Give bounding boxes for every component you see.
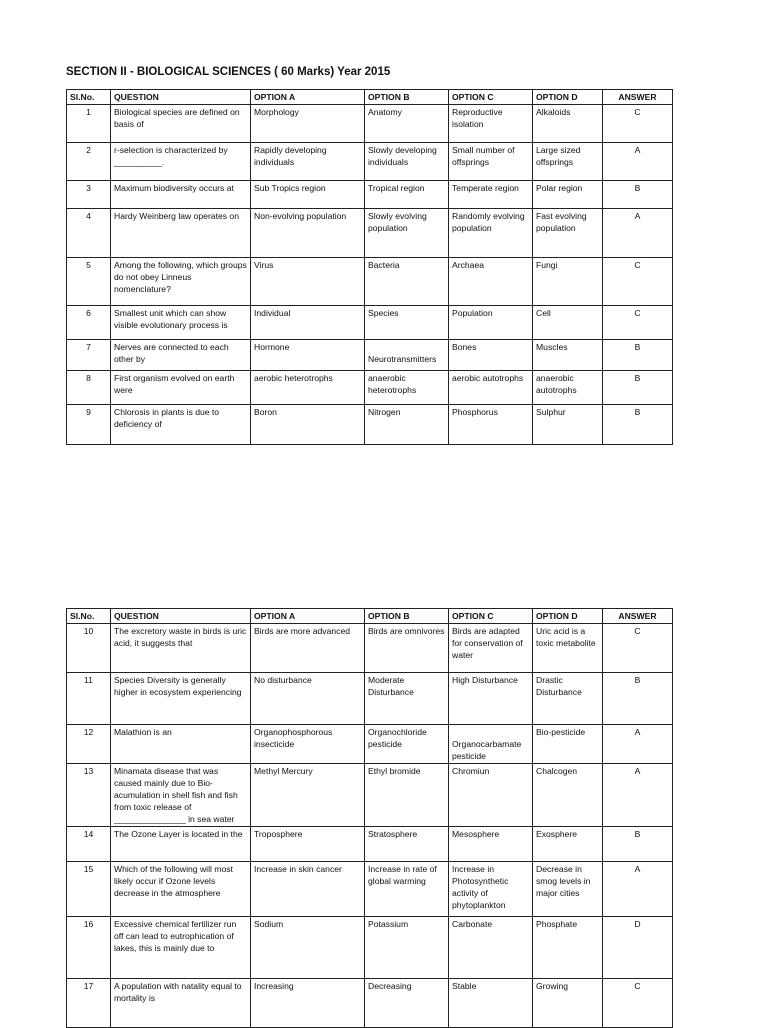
header-option-a: OPTION A [251, 90, 365, 105]
question-text: A population with natality equal to mortality is [111, 979, 251, 1028]
option-c: Increase in Photosynthetic activity of phytoplankton [449, 862, 533, 917]
serial-number: 17 [67, 979, 111, 1028]
table-row [67, 258, 673, 306]
table-row [67, 143, 673, 181]
section-title: SECTION II - BIOLOGICAL SCIENCES ( 60 Marks) Year 2015 [66, 66, 391, 78]
option-b: Neurotransmitters [365, 340, 449, 371]
serial-number: 6 [67, 306, 111, 340]
table-row [67, 725, 673, 764]
option-d: Chalcogen [533, 764, 603, 827]
question-text: Maximum biodiversity occurs at [111, 181, 251, 209]
question-text: Malathion is an [111, 725, 251, 764]
answer: A [603, 143, 673, 181]
option-b: Bacteria [365, 258, 449, 306]
serial-number: 16 [67, 917, 111, 979]
header-option-c: OPTION C [449, 90, 533, 105]
option-c: Organocarbamate pesticide [449, 725, 533, 764]
question-text: Chlorosis in plants is due to deficiency of [111, 405, 251, 445]
table-row [67, 764, 673, 827]
serial-number: 4 [67, 209, 111, 258]
table-row [67, 624, 673, 673]
option-d: Decrease in smog levels in major cities [533, 862, 603, 917]
header-answer: ANSWER [603, 609, 673, 624]
option-c: Carbonate [449, 917, 533, 979]
serial-number: 15 [67, 862, 111, 917]
option-d: Uric acid is a toxic metabolite [533, 624, 603, 673]
table-row [67, 979, 673, 1028]
header-row [67, 609, 673, 624]
option-b: Anatomy [365, 105, 449, 143]
question-text: Excessive chemical fertilizer run off can lead to eutrophication of lakes, this is mainly due to [111, 917, 251, 979]
option-c: High Disturbance [449, 673, 533, 725]
option-b: Slowly evolving population [365, 209, 449, 258]
answer: B [603, 340, 673, 371]
option-c: Archaea [449, 258, 533, 306]
option-a: Rapidly developing individuals [251, 143, 365, 181]
serial-number: 3 [67, 181, 111, 209]
option-c: Randomly evolving population [449, 209, 533, 258]
option-d: Drastic Disturbance [533, 673, 603, 725]
header-option-b: OPTION B [365, 90, 449, 105]
table-row [67, 105, 673, 143]
header-row [67, 90, 673, 105]
header-option-d: OPTION D [533, 609, 603, 624]
option-a: Increase in skin cancer [251, 862, 365, 917]
option-c: aerobic autotrophs [449, 371, 533, 405]
option-b: Birds are omnivores [365, 624, 449, 673]
answer: B [603, 405, 673, 445]
serial-number: 13 [67, 764, 111, 827]
answer: C [603, 258, 673, 306]
option-d: Muscles [533, 340, 603, 371]
option-c: Population [449, 306, 533, 340]
answer: B [603, 181, 673, 209]
header-serial-number: Sl.No. [67, 90, 111, 105]
question-text: Minamata disease that was caused mainly due to Bio-acumulation in shell fish and fish from toxic release of _______________ in sea water [111, 764, 251, 827]
option-c: Small number of offsprings [449, 143, 533, 181]
header-question: QUESTION [111, 609, 251, 624]
option-b: Increase in rate of global warming [365, 862, 449, 917]
answer: B [603, 827, 673, 862]
answer: A [603, 862, 673, 917]
serial-number: 2 [67, 143, 111, 181]
question-text: First organism evolved on earth were [111, 371, 251, 405]
option-a: Boron [251, 405, 365, 445]
option-a: Methyl Mercury [251, 764, 365, 827]
option-c: Mesosphere [449, 827, 533, 862]
serial-number: 9 [67, 405, 111, 445]
answer: C [603, 624, 673, 673]
option-c: Birds are adapted for conservation of water [449, 624, 533, 673]
table-row [67, 405, 673, 445]
serial-number: 14 [67, 827, 111, 862]
answer: A [603, 209, 673, 258]
header-option-c: OPTION C [449, 609, 533, 624]
header-serial-number: Sl.No. [67, 609, 111, 624]
question-text: Among the following, which groups do not obey Linneus nomenclature? [111, 258, 251, 306]
serial-number: 10 [67, 624, 111, 673]
option-d: Bio-pesticide [533, 725, 603, 764]
option-b: Slowly developing individuals [365, 143, 449, 181]
option-b: Stratosphere [365, 827, 449, 862]
option-c: Bones [449, 340, 533, 371]
option-b: Moderate Disturbance [365, 673, 449, 725]
question-text: Species Diversity is generally higher in ecosystem experiencing [111, 673, 251, 725]
option-d: Alkaloids [533, 105, 603, 143]
question-text: Biological species are defined on basis of [111, 105, 251, 143]
option-a: Sub Tropics region [251, 181, 365, 209]
question-text: Which of the following will most likely occur if Ozone levels decrease in the atmosphere [111, 862, 251, 917]
option-c: Phosphorus [449, 405, 533, 445]
option-a: Increasing [251, 979, 365, 1028]
answer: C [603, 105, 673, 143]
option-b: Tropical region [365, 181, 449, 209]
header-option-d: OPTION D [533, 90, 603, 105]
option-d: Cell [533, 306, 603, 340]
table-row [67, 862, 673, 917]
serial-number: 1 [67, 105, 111, 143]
table-row [67, 209, 673, 258]
option-a: aerobic heterotrophs [251, 371, 365, 405]
answer: D [603, 917, 673, 979]
answer: C [603, 306, 673, 340]
option-b: anaerobic heterotrophs [365, 371, 449, 405]
option-d: Sulphur [533, 405, 603, 445]
option-b: Ethyl bromide [365, 764, 449, 827]
option-c: Reproductive isolation [449, 105, 533, 143]
option-d: Polar region [533, 181, 603, 209]
header-answer: ANSWER [603, 90, 673, 105]
option-d: Fungi [533, 258, 603, 306]
option-c: Temperate region [449, 181, 533, 209]
option-b: Nitrogen [365, 405, 449, 445]
option-a: Organophosphorous insecticide [251, 725, 365, 764]
serial-number: 5 [67, 258, 111, 306]
serial-number: 7 [67, 340, 111, 371]
table-row [67, 827, 673, 862]
option-a: No disturbance [251, 673, 365, 725]
option-b: Species [365, 306, 449, 340]
option-b: Decreasing [365, 979, 449, 1028]
option-d: Fast evolving population [533, 209, 603, 258]
option-d: Phosphate [533, 917, 603, 979]
answer: A [603, 725, 673, 764]
option-c: Stable [449, 979, 533, 1028]
question-text: Nerves are connected to each other by [111, 340, 251, 371]
option-d: Exosphere [533, 827, 603, 862]
option-c: Chromiun [449, 764, 533, 827]
option-a: Troposphere [251, 827, 365, 862]
question-text: The excretory waste in birds is uric acid, it suggests that [111, 624, 251, 673]
table-row [67, 181, 673, 209]
option-d: Large sized offsprings [533, 143, 603, 181]
table-row [67, 306, 673, 340]
table-row [67, 673, 673, 725]
serial-number: 11 [67, 673, 111, 725]
option-a: Non-evolving population [251, 209, 365, 258]
question-text: r-selection is characterized by __________. [111, 143, 251, 181]
answer: B [603, 371, 673, 405]
question-text: The Ozone Layer is located in the [111, 827, 251, 862]
table-row [67, 371, 673, 405]
answer: C [603, 979, 673, 1028]
header-option-a: OPTION A [251, 609, 365, 624]
option-a: Hormone [251, 340, 365, 371]
table-row [67, 917, 673, 979]
header-question: QUESTION [111, 90, 251, 105]
option-a: Morphology [251, 105, 365, 143]
header-option-b: OPTION B [365, 609, 449, 624]
table-row [67, 340, 673, 371]
answer: A [603, 764, 673, 827]
questions-table-2 [66, 608, 673, 1028]
serial-number: 12 [67, 725, 111, 764]
option-a: Sodium [251, 917, 365, 979]
option-b: Organochloride pesticide [365, 725, 449, 764]
option-d: Growing [533, 979, 603, 1028]
question-text: Hardy Weinberg law operates on [111, 209, 251, 258]
question-text: Smallest unit which can show visible evolutionary process is [111, 306, 251, 340]
questions-table-1 [66, 89, 673, 445]
option-a: Birds are more advanced [251, 624, 365, 673]
answer: B [603, 673, 673, 725]
option-a: Individual [251, 306, 365, 340]
option-a: Virus [251, 258, 365, 306]
option-d: anaerobic autotrophs [533, 371, 603, 405]
option-b: Potassium [365, 917, 449, 979]
serial-number: 8 [67, 371, 111, 405]
